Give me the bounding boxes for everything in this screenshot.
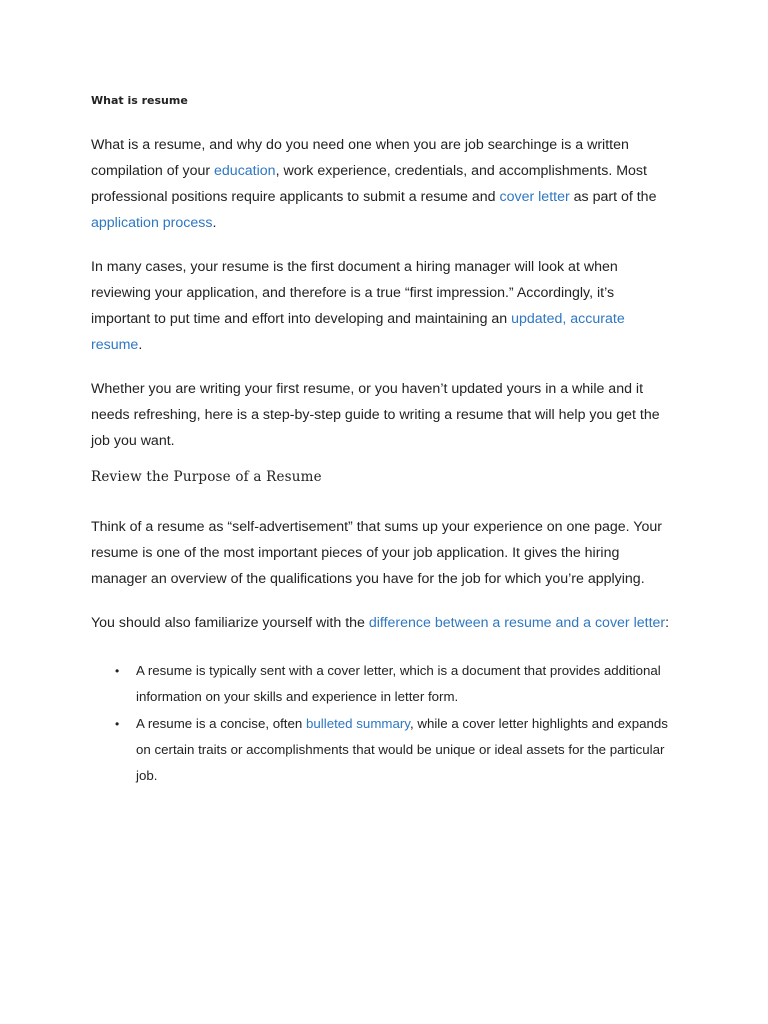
updated-accurate-resume-link[interactable]: updated, accurate resume xyxy=(91,311,625,353)
first-impression-text-1: In many cases, your resume is the first document a hiring manager will look at when reviewing your application, and therefore is a true “first impression.” Accordingly, it’s important to put time and effort into developing and maintaining an xyxy=(91,259,618,327)
first-impression-paragraph xyxy=(91,254,672,358)
self-advertisement-text: Think of a resume as “self-advertisement” that sums up your experience on one page. Your resume is one of the most important pieces of your job application. It gives the hiring manager an overview of the qualifications you have for the job for which you’re applying. xyxy=(91,519,662,587)
bullet-icon: • xyxy=(115,716,120,731)
self-advertisement-paragraph xyxy=(91,514,672,592)
guide-text: Whether you are writing your first resume, or you haven’t updated yours in a while and it needs refreshing, here is a step-by-step guide to writing a resume that will help you get the job you want. xyxy=(91,381,660,449)
bullet-text-2: , while a cover letter highlights and expands on certain traits or accomplishments that would be unique or ideal assets for the particular job. xyxy=(136,715,668,784)
difference-resume-cover-letter-link[interactable]: difference between a resume and a cover letter xyxy=(368,615,666,631)
bullet-text: A resume is typically sent with a cover letter, which is a document that provides additional information on your skills and experience in letter form. xyxy=(136,663,661,705)
bullet-text-1: A resume is a concise, often xyxy=(136,715,306,731)
education-link[interactable]: education xyxy=(214,163,276,179)
bullet-list xyxy=(91,658,672,789)
list-item xyxy=(115,658,672,711)
intro-paragraph xyxy=(91,132,672,236)
intro-text-3: as part of the xyxy=(569,189,657,205)
application-process-link[interactable]: application process xyxy=(91,215,213,231)
first-impression-text-2: . xyxy=(138,337,143,353)
cover-letter-link[interactable]: cover letter xyxy=(499,189,570,205)
section-heading: Review the Purpose of a Resume xyxy=(91,469,322,485)
difference-text-1: You should also familiarize yourself with the xyxy=(91,615,369,631)
guide-paragraph xyxy=(91,376,672,454)
intro-text-2: , work experience, credentials, and accomplishments. Most professional positions require applicants to submit a resume and xyxy=(91,163,647,205)
document-title: What is resume xyxy=(91,94,188,107)
bulleted-summary-link[interactable]: bulleted summary xyxy=(306,715,410,731)
bullet-icon: • xyxy=(115,664,120,678)
list-item xyxy=(115,711,672,790)
difference-paragraph xyxy=(91,610,672,636)
intro-text-4: . xyxy=(212,215,217,231)
difference-text-2: : xyxy=(665,615,670,631)
intro-text-1: What is a resume, and why do you need one when you are job searchinge is a written compilation of your xyxy=(91,137,629,179)
